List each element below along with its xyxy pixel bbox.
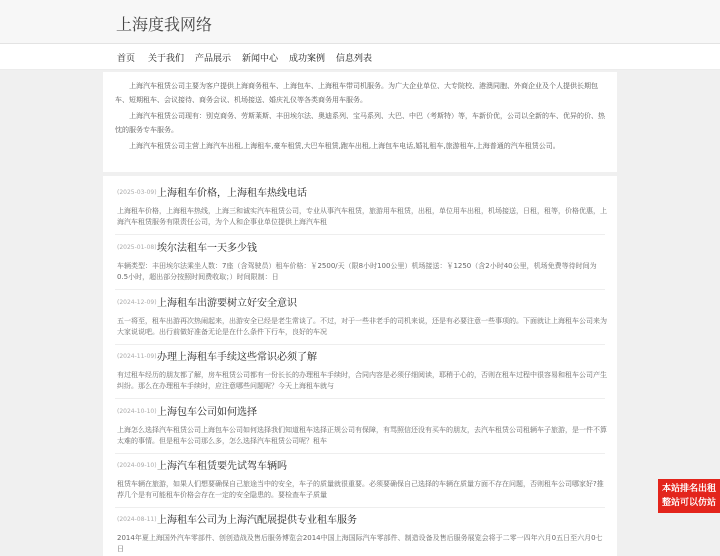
article-date: (2025-01-08) (117, 244, 157, 251)
article-title-link[interactable]: 上海汽车租赁要先试驾车辆吗 (157, 461, 287, 472)
article-item (115, 348, 607, 390)
article-item (115, 294, 607, 336)
banner-line: 整站可以仿站 (661, 498, 716, 508)
article-item (115, 511, 607, 553)
article-item (115, 239, 607, 281)
article-date: (2024-12-09) (117, 299, 157, 306)
article-date: (2025-03-09) (117, 189, 157, 196)
intro-panel (103, 72, 617, 172)
divider (115, 507, 605, 508)
intro-paragraph: 上海汽车租赁公司现有：别克商务、劳斯莱斯、丰田埃尔法、奥迪系列、宝马系列、大巴、中巴（考斯特）等，车新价优，公司以全新的车、优异的价、热忱的服务专车服务。 (115, 112, 605, 134)
article-title-link[interactable]: 办理上海租车手续这些常识必须了解 (157, 352, 317, 363)
article-item (115, 457, 607, 499)
article-item (115, 184, 607, 226)
article-title-link[interactable]: 上海租车出游要树立好安全意识 (157, 298, 297, 309)
article-summary: 上海租车价格，上海租车热线，上海三和诚实汽车租赁公司，专业从事汽车租赁，旅游用车租赁，出租，单位用车出租，机场接送，日租，租等，价格优惠，上海汽车租赁服务有限责任公司，为个人和企事业单位提供上海汽车租 (117, 207, 607, 226)
banner-line: 本站排名出租 (661, 484, 716, 494)
article-summary: 租赁车辆在旅游，如果人们想要确保自己旅途当中的安全，车子的质量就很重要。必须要确保自己选择的车辆在质量方面不存在问题，否则租车公司哪家好?推荐几个是有可能租车价格会存在一定的安全隐患的。要检查车子质量 (117, 480, 604, 499)
divider (115, 289, 605, 290)
article-title-link[interactable]: 埃尔法租车一天多少钱 (157, 243, 257, 254)
header-bar (0, 0, 720, 44)
main-nav (0, 44, 720, 70)
article-summary: 上海怎么选择汽车租赁公司上海包车公司如何选择我们知道租车选择正规公司有保障，有骂照信还没有买车的朋友，去汽车租赁公司租辆车子旅游，是一件不算太难的事情。但是租车公司那么多，怎么选择汽车租赁公司呢？租车 (117, 426, 607, 445)
nav-news[interactable]: 新闻中心 (242, 54, 279, 64)
article-summary: 车辆类型：丰田埃尔法乘坐人数：7座（含驾驶员）租车价格：￥2500/天（限8小时100公里）机场接送：￥1250（含2小时40公里，机场免费等待时间为0.5小时，超出部分按照时间费收取；）时间限制：日 (117, 262, 597, 281)
article-date: (2024-08-11) (117, 516, 157, 523)
divider (115, 453, 605, 454)
article-summary: 五一将至，租车出游再次热闹起来，出游安全已经是老生常谈了。不过，对于一些非老手的司机来说，还是有必要注意一些事项的。下面就让上海租车公司来为大家说说吧。出行前做好准备无论是在什么条件下行车，良好的车况 (117, 317, 607, 336)
divider (115, 344, 605, 345)
divider (115, 398, 605, 399)
article-list (103, 176, 617, 556)
article-title-link[interactable]: 上海租车公司为上海汽配展提供专业租车服务 (157, 515, 357, 526)
article-summary: 有过租车经历的朋友都了解，房车租赁公司都有一份长长的办理租车手续时，合同内容是必须仔细阅读，耶稍于心的，否则在租车过程中很容易和租车公司产生纠纷。那么在办理租车手续时，应注意哪些问题呢？今天上海租车就与 (117, 371, 607, 390)
article-summary: 2014年夏上海国外汽车零部件、创创造战及售后服务博览会2014中国上海国际汽车零部件、制造设备及售后服务展览会将于二零一四年六月0五日至六月0七日 (117, 534, 603, 553)
article-date: (2024-10-10) (117, 408, 157, 415)
article-title-link[interactable]: 上海包车公司如何选择 (157, 407, 257, 418)
nav-about[interactable]: 关于我们 (148, 54, 185, 64)
article-date: (2024-11-09) (117, 353, 157, 360)
divider (115, 234, 605, 235)
article-item (115, 403, 607, 445)
article-date: (2024-09-10) (117, 462, 157, 469)
floating-ad-banner[interactable] (658, 479, 720, 513)
intro-paragraph: 上海汽车租赁公司主要为客户提供上海商务租车、上海包车、上海租车带司机服务。为广大企业单位、大专院校、港澳同胞、外商企业及个人提供长期包车、短期租车、会议接待、商务会议、机场接送、婚庆礼仪等各类商务用车服务。 (115, 82, 598, 104)
nav-home[interactable]: 首页 (117, 54, 136, 64)
site-title[interactable]: 上海度我网络 (116, 15, 213, 34)
intro-paragraph: 上海汽车租赁公司主营上海汽车出租,上海租车,豪车租赁,大巴车租赁,跑车出租,上海包车电话,婚礼租车,旅游租车,上海普通的汽车租赁公司。 (129, 142, 560, 150)
article-title-link[interactable]: 上海租车价格，上海租车热线电话 (157, 188, 307, 199)
nav-products[interactable]: 产品展示 (195, 54, 232, 64)
nav-cases[interactable]: 成功案例 (289, 54, 326, 64)
nav-info-list[interactable]: 信息列表 (336, 54, 373, 64)
